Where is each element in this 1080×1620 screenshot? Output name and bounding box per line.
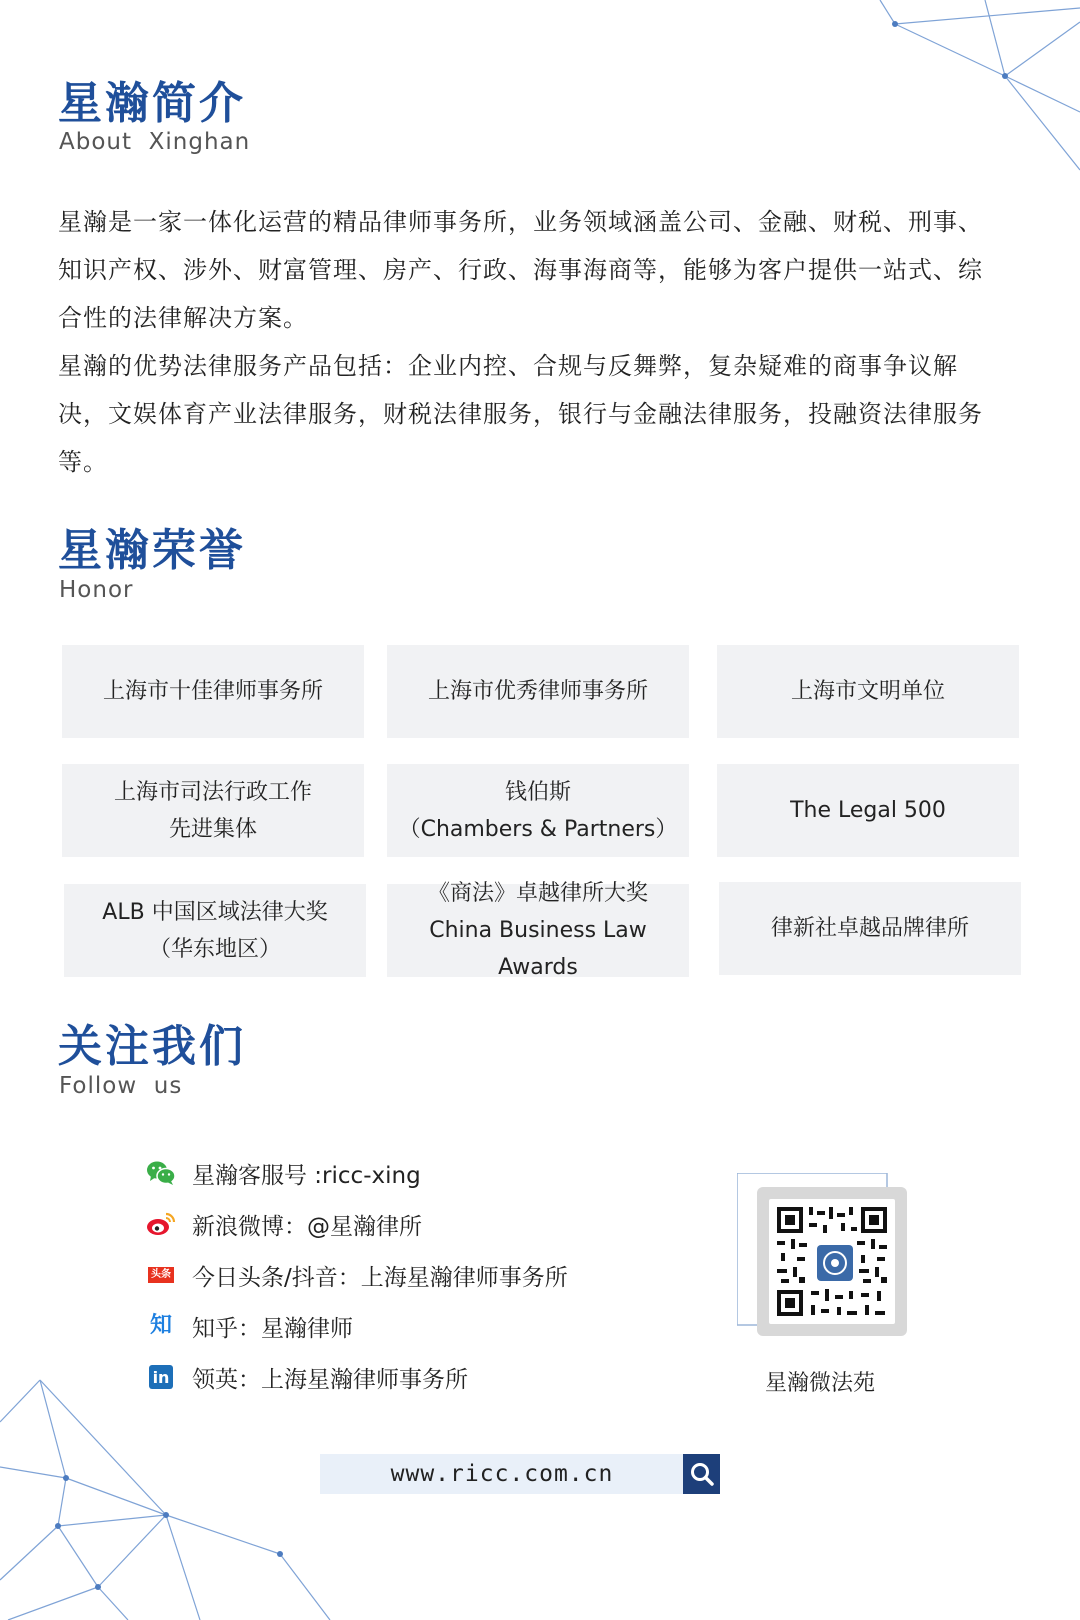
honor-line: 律新社卓越品牌律所 <box>770 916 969 941</box>
honor-card <box>64 884 366 977</box>
honor-line: 上海市司法行政工作 <box>113 779 312 805</box>
about-subtitle: About Xinghan <box>59 129 251 155</box>
follow-title: 关注我们 <box>58 1021 246 1072</box>
honor-card <box>717 645 1019 738</box>
toutiao-icon-text: 头条 <box>148 1267 174 1283</box>
website-url[interactable]: www.ricc.com.cn <box>390 1461 614 1487</box>
wechat-icon <box>146 1158 176 1188</box>
qr-code-icon <box>737 1173 909 1338</box>
zhihu-icon-text: 知 <box>149 1313 172 1338</box>
search-icon <box>689 1461 715 1487</box>
follow-text: 今日头条/抖音：上海星瀚律师事务所 <box>192 1264 568 1291</box>
honor-card <box>387 764 689 857</box>
follow-text: 领英：上海星瀚律师事务所 <box>192 1366 468 1393</box>
honor-line: ALB 中国区域法律大奖 <box>102 899 328 925</box>
honor-card <box>387 645 689 738</box>
intro-paragraph: 星瀚的优势法律服务产品包括：企业内控、合规与反舞弊，复杂疑难的商事争议解决，文娱体育产业法律服务，财税法律服务，银行与金融法律服务，投融资法律服务等。 <box>58 352 983 476</box>
honor-line-2: 先进集体 <box>168 816 257 842</box>
honor-line: 上海市优秀律师事务所 <box>427 679 648 704</box>
network-decoration-top-right <box>860 0 1080 180</box>
honor-line: 钱伯斯 <box>504 779 571 805</box>
honor-card <box>719 882 1021 975</box>
follow-item-toutiao[interactable] <box>146 1258 568 1292</box>
linkedin-icon <box>146 1362 176 1392</box>
honor-line: 上海市文明单位 <box>790 679 945 704</box>
website-search-bar[interactable] <box>320 1454 720 1494</box>
follow-text: 新浪微博：@星瀚律所 <box>192 1213 422 1240</box>
about-title: 星瀚简介 <box>58 78 246 129</box>
follow-subtitle: Follow us <box>59 1073 183 1099</box>
honor-line-2: （华东地区） <box>148 936 281 962</box>
linkedin-icon-text: in <box>149 1365 173 1389</box>
follow-item-zhihu[interactable] <box>146 1309 353 1343</box>
toutiao-icon <box>146 1260 176 1290</box>
zhihu-icon <box>146 1311 176 1341</box>
honor-subtitle: Honor <box>59 577 134 603</box>
honor-line-2: （Chambers & Partners） <box>398 816 678 842</box>
follow-item-weibo[interactable] <box>146 1207 422 1241</box>
honor-card <box>387 881 689 980</box>
qr-caption: 星瀚微法苑 <box>764 1371 875 1396</box>
intro-paragraph: 星瀚是一家一体化运营的精品律师事务所，业务领域涵盖公司、金融、财税、刑事、知识产权、涉外、财富管理、房产、行政、海事海商等，能够为客户提供一站式、综合性的法律解决方案。 <box>58 208 983 332</box>
follow-item-wechat[interactable] <box>146 1156 421 1190</box>
honor-line: The Legal 500 <box>790 798 946 823</box>
follow-item-linkedin[interactable] <box>146 1360 468 1394</box>
honor-line-2: China Business Law Awards <box>429 918 647 980</box>
search-button[interactable] <box>683 1454 720 1494</box>
honor-line: 《商法》卓越律所大奖 <box>427 881 648 906</box>
honor-card <box>62 764 364 857</box>
follow-text: 知乎：星瀚律师 <box>192 1315 353 1342</box>
qr-code-card[interactable] <box>737 1173 909 1338</box>
honor-line: 上海市十佳律师事务所 <box>102 679 323 704</box>
weibo-icon <box>146 1209 176 1239</box>
honor-card <box>62 645 364 738</box>
network-decoration-bottom-left <box>0 1370 340 1620</box>
honor-title: 星瀚荣誉 <box>58 525 246 576</box>
follow-text: 星瀚客服号 :ricc-xing <box>192 1162 421 1189</box>
about-intro <box>58 198 998 486</box>
honor-card <box>717 764 1019 857</box>
